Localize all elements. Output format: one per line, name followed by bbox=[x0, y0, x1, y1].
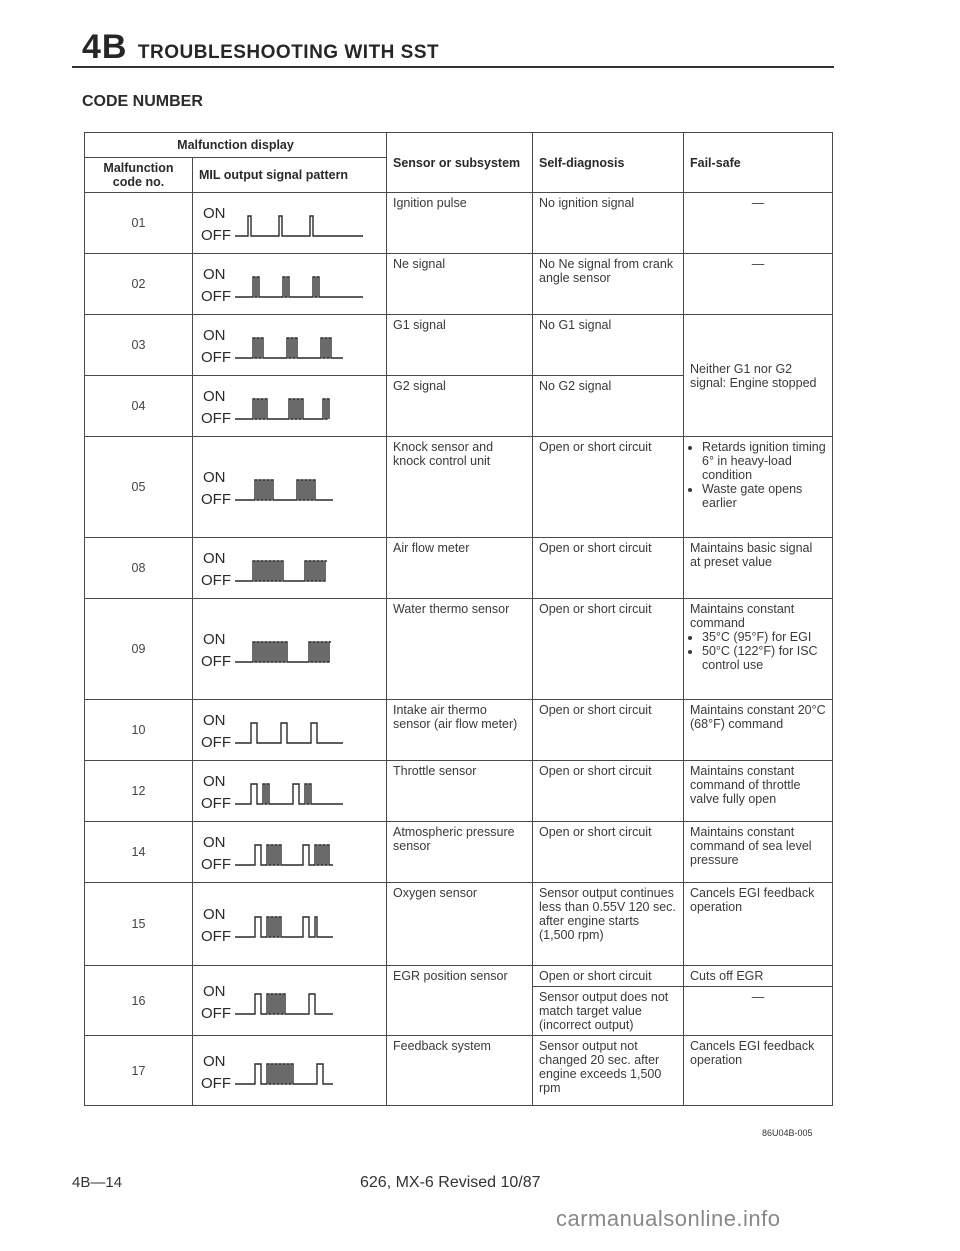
diagnosis-cell: Open or short circuit bbox=[533, 599, 684, 700]
svg-text:OFF: OFF bbox=[201, 410, 231, 427]
signal-pattern bbox=[193, 315, 387, 376]
diagnosis-cell: Open or short circuit bbox=[533, 700, 684, 761]
signal-pattern bbox=[193, 883, 387, 966]
svg-text:OFF: OFF bbox=[201, 288, 231, 305]
svg-text:OFF: OFF bbox=[201, 572, 231, 589]
header-title: TROUBLESHOOTING WITH SST bbox=[137, 42, 440, 63]
sensor-cell: Feedback system bbox=[387, 1036, 533, 1106]
signal-pattern bbox=[193, 761, 387, 822]
svg-text:OFF: OFF bbox=[201, 795, 231, 812]
header-code-no: Malfunction code no. bbox=[85, 158, 193, 193]
failsafe-text-2: — bbox=[684, 986, 832, 1004]
header-pattern: MIL output signal pattern bbox=[193, 158, 387, 193]
page-number: 4B—14 bbox=[72, 1174, 123, 1191]
diagnosis-cell: Open or short circuit bbox=[533, 538, 684, 599]
svg-text:OFF: OFF bbox=[201, 1004, 231, 1022]
signal-pattern bbox=[193, 254, 387, 315]
header-malfunction-display: Malfunction display bbox=[85, 133, 387, 158]
page-header bbox=[82, 28, 439, 67]
list-item: • 35°C (95°F) for EGI bbox=[702, 630, 826, 644]
table-row bbox=[85, 254, 833, 315]
failsafe-cell: Maintains constant command of sea level pressure bbox=[684, 822, 833, 883]
footer-revision: 626, MX-6 Revised 10/87 bbox=[360, 1174, 541, 1191]
failsafe-cell bbox=[684, 437, 833, 538]
table-row bbox=[85, 538, 833, 599]
diagnosis-cell: Open or short circuit bbox=[533, 437, 684, 538]
diagnosis-cell: No G2 signal bbox=[533, 376, 684, 437]
code-cell: 02 bbox=[85, 254, 193, 315]
code-cell: 14 bbox=[85, 822, 193, 883]
svg-text:OFF: OFF bbox=[201, 653, 231, 670]
signal-pattern bbox=[193, 538, 387, 599]
sensor-cell: Ignition pulse bbox=[387, 193, 533, 254]
svg-text:ON: ON bbox=[203, 712, 226, 729]
diagnosis-cell: No ignition signal bbox=[533, 193, 684, 254]
sensor-cell: G1 signal bbox=[387, 315, 533, 376]
svg-text:OFF: OFF bbox=[201, 856, 231, 873]
section-number: 4B bbox=[82, 28, 128, 66]
code-cell: 10 bbox=[85, 700, 193, 761]
sensor-cell: Water thermo sensor bbox=[387, 599, 533, 700]
header-fail-safe: Fail-safe bbox=[684, 133, 833, 193]
failsafe-text: Cuts off EGR bbox=[690, 969, 764, 983]
sensor-cell: Knock sensor and knock control unit bbox=[387, 437, 533, 538]
diagnosis-cell: Open or short circuit bbox=[533, 822, 684, 883]
failsafe-cell: Neither G1 nor G2 signal: Engine stopped bbox=[684, 315, 833, 437]
code-cell: 03 bbox=[85, 315, 193, 376]
list-item: • 50°C (122°F) for ISC control use bbox=[702, 644, 826, 672]
failsafe-text: Maintains constant command bbox=[690, 602, 795, 630]
code-cell: 09 bbox=[85, 599, 193, 700]
sensor-cell: Oxygen sensor bbox=[387, 883, 533, 966]
failsafe-cell: Maintains basic signal at preset value bbox=[684, 538, 833, 599]
table-row bbox=[85, 822, 833, 883]
sensor-cell: Ne signal bbox=[387, 254, 533, 315]
diagnosis-cell: No Ne signal from crank angle sensor bbox=[533, 254, 684, 315]
signal-pattern bbox=[193, 966, 387, 1036]
signal-pattern bbox=[193, 822, 387, 883]
header-self-diagnosis: Self-diagnosis bbox=[533, 133, 684, 193]
diagnosis-cell: Open or short circuit bbox=[533, 761, 684, 822]
diagnosis-text-2: Sensor output does not match target value (incorrect output) bbox=[533, 986, 683, 1032]
diagnosis-cell bbox=[533, 966, 684, 1036]
signal-pattern bbox=[193, 437, 387, 538]
sensor-cell: EGR position sensor bbox=[387, 966, 533, 1036]
section-title: CODE NUMBER bbox=[82, 93, 203, 110]
sensor-cell: G2 signal bbox=[387, 376, 533, 437]
svg-text:ON: ON bbox=[203, 388, 226, 405]
diagnosis-cell: Sensor output continues less than 0.55V 120 sec. after engine starts (1,500 rpm) bbox=[533, 883, 684, 966]
failsafe-cell: Maintains constant command of throttle valve fully open bbox=[684, 761, 833, 822]
diagnosis-cell: No G1 signal bbox=[533, 315, 684, 376]
signal-pattern bbox=[193, 700, 387, 761]
code-cell: 17 bbox=[85, 1036, 193, 1106]
code-cell: 05 bbox=[85, 437, 193, 538]
list-item: • Waste gate opens earlier bbox=[702, 482, 826, 510]
code-table bbox=[84, 132, 833, 1106]
code-cell: 15 bbox=[85, 883, 193, 966]
failsafe-cell: Maintains constant 20°C (68°F) command bbox=[684, 700, 833, 761]
sensor-cell: Intake air thermo sensor (air flow meter) bbox=[387, 700, 533, 761]
svg-text:OFF: OFF bbox=[201, 349, 231, 366]
code-cell: 16 bbox=[85, 966, 193, 1036]
svg-text:OFF: OFF bbox=[201, 227, 231, 244]
code-cell: 01 bbox=[85, 193, 193, 254]
svg-text:ON: ON bbox=[203, 982, 226, 1000]
svg-text:ON: ON bbox=[203, 834, 226, 851]
diagnosis-cell: Sensor output not changed 20 sec. after engine exceeds 1,500 rpm bbox=[533, 1036, 684, 1106]
failsafe-cell: Cancels EGI feedback operation bbox=[684, 1036, 833, 1106]
svg-text:ON: ON bbox=[203, 906, 226, 923]
figure-id: 86U04B-005 bbox=[762, 1128, 813, 1138]
table-row bbox=[85, 761, 833, 822]
svg-text:ON: ON bbox=[203, 1052, 226, 1070]
signal-pattern bbox=[193, 376, 387, 437]
failsafe-cell bbox=[684, 966, 833, 1036]
signal-pattern bbox=[193, 599, 387, 700]
svg-text:OFF: OFF bbox=[201, 491, 231, 508]
code-cell: 04 bbox=[85, 376, 193, 437]
code-cell: 12 bbox=[85, 761, 193, 822]
svg-text:ON: ON bbox=[203, 773, 226, 790]
svg-text:ON: ON bbox=[203, 469, 226, 486]
table-row bbox=[85, 193, 833, 254]
table-row bbox=[85, 599, 833, 700]
header-rule bbox=[72, 66, 834, 68]
watermark: carmanualsonline.info bbox=[556, 1206, 781, 1231]
svg-text:ON: ON bbox=[203, 327, 226, 344]
svg-text:ON: ON bbox=[203, 631, 226, 648]
sensor-cell: Throttle sensor bbox=[387, 761, 533, 822]
failsafe-cell: — bbox=[684, 193, 833, 254]
sensor-cell: Air flow meter bbox=[387, 538, 533, 599]
diagnosis-text: Open or short circuit bbox=[539, 969, 652, 983]
table-row bbox=[85, 700, 833, 761]
table-row bbox=[85, 1036, 833, 1106]
svg-text:ON: ON bbox=[203, 266, 226, 283]
svg-text:ON: ON bbox=[203, 550, 226, 567]
signal-pattern bbox=[193, 193, 387, 254]
svg-text:OFF: OFF bbox=[201, 734, 231, 751]
failsafe-cell: Cancels EGI feedback operation bbox=[684, 883, 833, 966]
failsafe-list bbox=[690, 630, 826, 672]
signal-pattern bbox=[193, 1036, 387, 1106]
table-row bbox=[85, 315, 833, 376]
failsafe-cell bbox=[684, 599, 833, 700]
list-item: • Retards ignition timing 6° in heavy-load condition bbox=[702, 440, 826, 482]
code-cell: 08 bbox=[85, 538, 193, 599]
table-row bbox=[85, 966, 833, 1036]
table-row bbox=[85, 437, 833, 538]
svg-text:OFF: OFF bbox=[201, 928, 231, 945]
failsafe-list bbox=[690, 440, 826, 510]
sensor-cell: Atmospheric pressure sensor bbox=[387, 822, 533, 883]
svg-text:OFF: OFF bbox=[201, 1074, 231, 1092]
header-sensor: Sensor or subsystem bbox=[387, 133, 533, 193]
failsafe-cell: — bbox=[684, 254, 833, 315]
svg-text:ON: ON bbox=[203, 205, 226, 222]
table-row bbox=[85, 883, 833, 966]
